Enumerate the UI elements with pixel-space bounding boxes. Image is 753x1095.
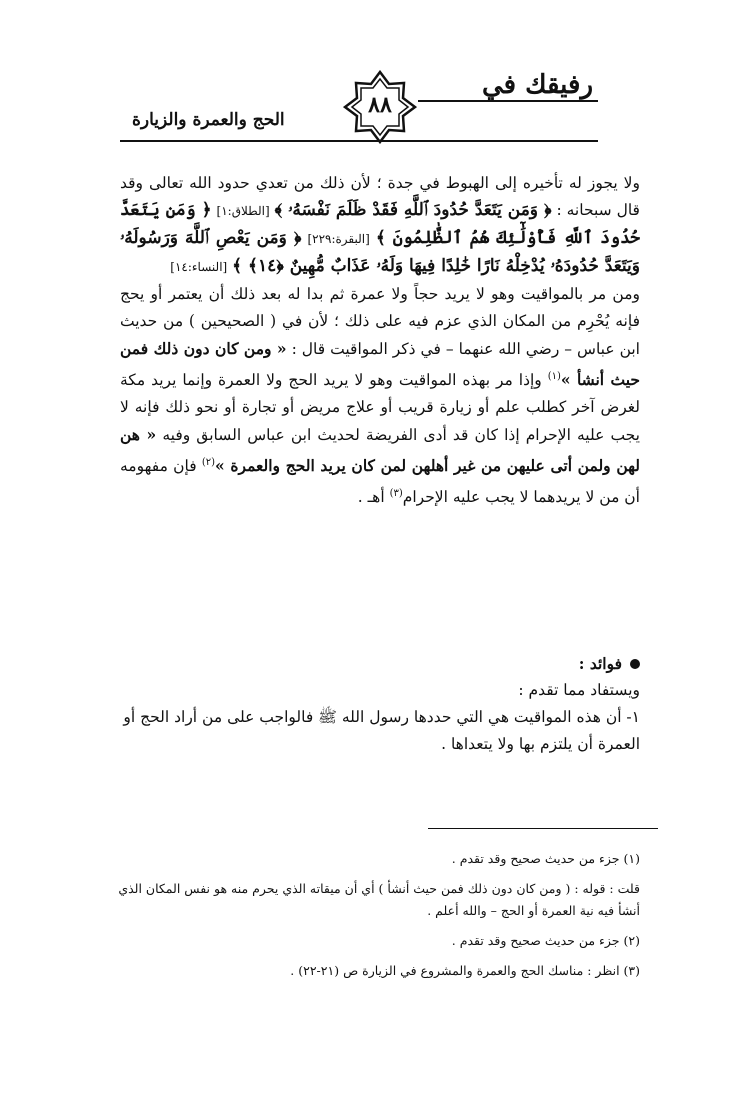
book-title: رفيقك في [481, 70, 593, 100]
hadith-quote-1: « ومن كان دون ذلك فمن حيث أنشأ » [120, 339, 640, 390]
hadith-quote-2: « هن لهن ولمن أتى عليهن من غير أهلهن لمن كان يريد الحج والعمرة » [120, 425, 640, 476]
page-number: ٨٨ [368, 92, 392, 118]
benefit-item-1: ١- أن هذه المواقيت هي التي حددها رسول الله ﷺ فالواجب على من أراد الحج أو العمرة أن يلتزم بها ولا يتعداها . [123, 708, 640, 753]
paragraph-2-text-c: فإن مفهومه أن من لا يريدهما لا يجب عليه الإحرام [120, 457, 640, 507]
paragraph-2-text-b: وإذا مر بهذه المواقيت وهو لا يريد الحج ولا العمرة وإنما يريد مكة لغرض آخر كطلب علم أو زيارة قريب أو علاج مريض أو تجارة أو نحو ذلك فإنه لا يجب عليه الإحرام إذا كان قد أدى الفريضة لحديث ابن عباس السابق وفيه [120, 371, 640, 445]
quran-ref-2: [البقرة:٢٢٩] [307, 232, 370, 246]
footnote-mark-2: (٢) [201, 457, 216, 469]
quran-verse-1: ﴿ وَمَن يَتَعَدَّ حُدُودَ ٱللَّهِ فَقَدْ ظَلَمَ نَفْسَهُۥ ﴾ [274, 200, 552, 220]
benefits-heading-row [120, 650, 640, 677]
page-header [0, 0, 753, 150]
book-subtitle: الحج والعمرة والزيارة [132, 110, 285, 130]
footnotes [110, 848, 640, 990]
paragraph-2-text-a: ومن مر بالمواقيت وهو لا يريد حجاً ولا عمرة ثم بدا له بعد ذلك أن يعتمر أو يحج فإنه يُحْرِم من المكان الذي عزم فيه على ذلك ؛ لأن في ( الصحيحين ) من حديث ابن عباس – رضي الله عنهما – في ذكر المواقيت قال : [120, 285, 640, 358]
footnote-mark-1: (١) [547, 371, 561, 382]
benefits-section [120, 650, 640, 758]
footnote-comment: قلت : قوله : ( ومن كان دون ذلك فمن حيث أنشأ ) أي أن ميقاته الذي يحرم منه هو نفس المكان الذي أنشأ فيه نية العمرة أو الحج – والله أعلم . [118, 881, 640, 918]
footnote-mark-3: (٣) [389, 488, 403, 500]
main-text [120, 170, 640, 511]
paragraph-2-text-d: أهـ . [357, 488, 385, 507]
paragraph-2 [120, 281, 640, 511]
header-rule-top [418, 100, 598, 102]
header-rule-bottom [120, 140, 598, 142]
page-number-badge [343, 70, 417, 144]
quran-verse-2: ﴿ وَمَن يَتَعَدَّ حُدُودَ ٱللَّهِ فَأُوْلَٰٓئِكَ هُمُ ٱلظَّٰلِمُونَ ﴾ [120, 200, 640, 248]
paragraph-1-text: ولا يجوز له تأخيره إلى الهبوط في جدة ؛ لأن ذلك من تعدي حدود الله تعالى وقد قال سبحانه : [120, 174, 640, 219]
benefits-intro: ويستفاد مما تقدم : [518, 681, 640, 699]
quran-ref-1: [الطلاق:١] [216, 204, 270, 218]
benefits-heading: فوائد : [578, 654, 622, 673]
footnote-1: (١) جزء من حديث صحيح وقد تقدم . [451, 851, 640, 866]
quran-verse-3: ﴿ وَمَن يَعْصِ ٱللَّهَ وَرَسُولَهُۥ وَيَتَعَدَّ حُدُودَهُۥ يُدْخِلْهُ نَارًا خَٰلِدًا فِيهَا وَلَهُۥ عَذَابٌ مُّهِينٌ ﴿١٤﴾ ﴾ [120, 228, 640, 276]
footnote-3: (٣) انظر : مناسك الحج والعمرة والمشروع في الزيارة ص (٢١-٢٢) . [290, 963, 640, 978]
quran-ref-3: [النساء:١٤] [170, 260, 228, 274]
bullet-icon [630, 659, 640, 669]
footnote-2: (٢) جزء من حديث صحيح وقد تقدم . [451, 933, 640, 948]
paragraph-1 [120, 170, 640, 281]
footnote-separator [428, 828, 658, 829]
